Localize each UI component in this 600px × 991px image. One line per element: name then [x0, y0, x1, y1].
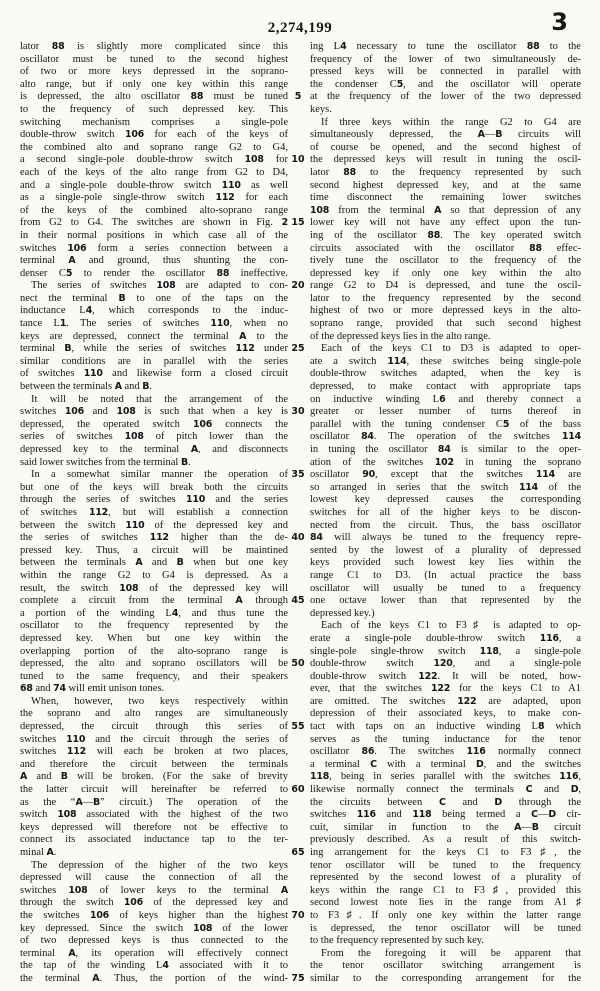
text-line: ever, that the switches 122 for the keys C1 to A1: [310, 683, 581, 695]
text-line: in their normal positions in which case all of the: [20, 229, 288, 241]
text-line: range C1 to D3. (In actual practice the bass: [310, 569, 581, 581]
text-line: lator 88 to the frequency represented by such: [310, 166, 581, 178]
text-line: each of the keys of the alto range from G2 to D4,: [20, 166, 288, 178]
text-line: switches 116 and 118 being termed a C—D cir-: [310, 809, 581, 821]
text-line: terminal B, while the series of switches 112 under: [20, 343, 288, 355]
text-line: oscillator to the frequency represented by the: [20, 620, 288, 632]
text-line: switches 106 and 108 is such that when a key is: [20, 406, 288, 418]
text-line: oscillator 84. The operation of the switches 114: [310, 431, 581, 443]
line-number: 20: [291, 280, 305, 292]
text-line: tenor oscillator will be tuned to the frequency: [310, 859, 581, 871]
text-line: switches for all of the higher keys to be discon-: [310, 506, 581, 518]
text-line: at the frequency of the lower of the two depressed: [310, 91, 581, 103]
text-line: single-pole single-throw switch 118, a single-pole: [310, 645, 581, 657]
text-line: oscillator must be tuned to the second highest: [20, 53, 288, 65]
text-line: lator 88 is slightly more complicated since this: [20, 41, 288, 52]
text-line: parallel with the tuning condenser C5 of the bass: [310, 418, 581, 430]
text-line: previously described. As a result of this switch-: [310, 834, 581, 846]
text-line: keys provided such lowest key lies within the: [310, 557, 581, 569]
text-line: a portion of the winding L4, and thus tune the: [20, 607, 288, 619]
text-line: between the terminals A and B.: [20, 381, 152, 393]
text-line: nected from the circuit. Thus, the bass oscillator: [310, 519, 581, 531]
text-line: depressed, the operated switch 106 connects the: [20, 418, 288, 430]
text-line: and a single-pole double-throw switch 110 as well: [20, 179, 288, 191]
line-number: 35: [291, 469, 305, 481]
line-number: 15: [291, 217, 305, 229]
text-line: result, the switch 108 of the depressed key will: [20, 582, 288, 594]
text-line: so arranged in series that the switch 114 of the: [310, 481, 581, 493]
text-line: as a single-pole single-throw switch 112 for each: [20, 192, 288, 204]
text-line: to the frequency of such depressed key. This: [20, 103, 288, 115]
text-line: simultaneously depressed, the A—B circuits will: [310, 129, 581, 141]
line-number: 65: [291, 847, 305, 859]
line-number: 75: [291, 973, 305, 985]
text-line: Each of the keys C1 to F3♯ is adapted to op-: [321, 620, 581, 632]
text-line: switching mechanism comprises a single-pole: [20, 116, 288, 128]
text-line: to the frequency represented by such key.: [310, 935, 484, 947]
text-line: keys are depressed, connect the terminal A to the: [20, 330, 288, 342]
text-line: depressed, to make contact with appropriate taps: [310, 381, 581, 393]
text-line: From the foregoing it will be apparent that: [321, 947, 581, 959]
text-line: depressed will cause the connection of all the: [20, 872, 288, 884]
text-line: second highest depressed key, and at the same: [310, 179, 581, 191]
text-line: ate a switch 114, these switches being single-pole: [310, 355, 581, 367]
text-line: oscillator 86. The switches 116 normally connect: [310, 746, 581, 758]
text-line: a terminal C with a terminal D, and the switches: [310, 758, 581, 770]
text-line: from G2 to G4. The switches are shown in Fig. 2: [20, 217, 288, 229]
text-line: tact with taps on an inductive winding L8 which: [310, 721, 581, 733]
line-number: 70: [291, 910, 305, 922]
text-line: said lower switches from the terminal B.: [20, 456, 191, 468]
text-line: circuits associated with the oscillator 88 effec-: [310, 242, 581, 254]
text-line: double-throw switch 120, and a single-pole: [310, 658, 581, 670]
text-line: depression of their associated keys, to make con-: [310, 708, 581, 720]
text-line: time disconnect the remaining lower switches: [310, 192, 581, 204]
text-line: range G2 to D4 is depressed, and tune the oscil-: [310, 280, 581, 292]
text-line: depressed, the circuit through this series of: [20, 721, 288, 733]
text-line: of switches 112, but will establish a connection: [20, 506, 288, 518]
text-line: the condenser C5, and the oscillator will operate: [310, 78, 581, 90]
text-line: oscillator 90, except that the switches 114 are: [310, 469, 581, 481]
text-line: greater or lesser number of turns thereof in: [310, 406, 581, 418]
text-line: is depressed, the tenor oscillator will be tuned: [310, 922, 581, 934]
text-line: between the terminals A and B when but one key: [20, 557, 288, 569]
text-line: through the switch 106 of the depressed key and: [20, 897, 288, 909]
line-number: 55: [291, 721, 305, 733]
text-line: ing of the oscillator 88. The key operated switch: [310, 229, 581, 241]
text-line: The depression of the higher of the two keys: [31, 859, 288, 871]
text-line: double-throw switch 106 for each of the keys of: [20, 129, 288, 141]
text-line: of course be opened, and the second highest of: [310, 141, 581, 153]
text-line: the tap of the winding L4 associated with it to: [20, 960, 288, 972]
text-line: oscillator will usually be tuned to a frequency: [310, 582, 581, 594]
text-line: the series of switches 112 higher than the de-: [20, 532, 288, 544]
text-line: complete a circuit from the terminal A through: [20, 595, 288, 607]
text-line: keys.: [310, 103, 332, 115]
text-line: lator to the frequency represented by the second: [310, 292, 581, 304]
line-number-gutter: [287, 41, 309, 991]
right-column: [310, 41, 581, 986]
text-line: tance L1. The series of switches 110, when no: [20, 318, 288, 330]
text-line: When, however, two keys respectively within: [31, 695, 288, 707]
text-line: on inductive winding L6 and thereby connect a: [310, 393, 581, 405]
text-line: 108 from the terminal A so that depression of any: [310, 204, 581, 216]
left-column: [20, 41, 288, 986]
text-line: double-throw switches adapted, when the key is: [310, 368, 581, 380]
text-line: overlapping portion of the alto-soprano range is: [20, 645, 288, 657]
text-line: the latter circuit will hereinafter be referred to: [20, 784, 288, 796]
text-line: of two depressed keys is thus connected to the: [20, 935, 288, 947]
text-line: depressed key to the terminal A, and disconnects: [20, 444, 288, 455]
text-line: ing L4 necessary to tune the oscillator 88 to the: [310, 41, 581, 52]
text-line: the switches 106 of keys higher than the highest: [20, 909, 288, 921]
text-line: are omitted. The switches 122 are adapted, upon: [310, 695, 581, 707]
line-number: 45: [291, 595, 305, 607]
text-line: but one of the keys will break both the circuits: [20, 481, 288, 493]
line-number: 50: [291, 658, 305, 670]
text-line: of two or more keys depressed in the soprano-: [20, 66, 288, 78]
text-line: pressed keys will be connected in parallel with: [310, 66, 581, 78]
text-line: similar to the corresponding arrangement for the: [310, 972, 581, 984]
text-line: soprano range, provided that such second highest: [310, 318, 581, 330]
text-line: series of switches 108 of pitch lower than the: [20, 431, 288, 443]
line-number: 10: [291, 154, 305, 166]
line-number: 40: [291, 532, 305, 544]
text-line: double-throw switch 122. It will be noted, how-: [310, 670, 581, 682]
text-line: the circuits between C and D through the: [310, 796, 581, 808]
text-line: the depressed keys will result in tuning the oscil-: [310, 154, 581, 166]
text-line: nect the terminal B to one of the taps on the: [20, 292, 288, 304]
text-line: likewise normally connect the terminals C and D,: [310, 784, 581, 796]
text-line: erate a single-pole double-throw switch 116, a: [310, 632, 581, 644]
text-line: the combined alto and soprano range G2 to G4,: [20, 141, 288, 153]
text-line: inductance L4, which corresponds to the induc-: [20, 305, 288, 317]
text-line: depressed key. When but one key within the: [20, 632, 288, 644]
text-line: A and B will be broken. (For the sake of brevity: [20, 771, 288, 783]
text-line: minal A.: [20, 847, 57, 858]
text-line: switch 108 associated with the highest of the two: [20, 809, 288, 821]
text-line: tively tune the oscillator to the frequency of the: [310, 255, 581, 267]
text-line: key depressed. Since the switch 108 of the lower: [20, 922, 288, 934]
text-line: depressed, the alto and soprano oscillators will be: [20, 658, 288, 670]
text-line: 118, being in series parallel with the switches 116,: [310, 771, 581, 783]
text-line: ation of the switches 102 in tuning the soprano: [310, 456, 581, 468]
text-line: within the range G2 to G4 is depressed. As a: [20, 569, 288, 581]
text-line: sented by the lowest of a plurality of depressed: [310, 544, 581, 556]
text-line: one octave lower than that represented by the: [310, 595, 581, 607]
text-line: connect its associated inductance tap to the ter-: [20, 834, 288, 846]
text-line: frequency of the lower of two simultaneously de-: [310, 53, 581, 65]
text-line: the terminal A. Thus, the portion of the wind-: [20, 972, 288, 984]
text-line: ing arrangement for the keys C1 to F3♯, the: [310, 847, 581, 858]
text-line: the tenor oscillator switching arrangement is: [310, 960, 581, 972]
patent-number: 2,274,199: [267, 20, 333, 36]
text-line: of the depressed keys lies in the alto range.: [310, 330, 491, 342]
text-line: depressed key if only one key within the alto: [310, 267, 581, 279]
text-line: terminal A and ground, thus shunting the con-: [20, 255, 288, 267]
line-number: 30: [291, 406, 305, 418]
text-line: depressed key.): [310, 607, 375, 619]
text-line: tuned to the same frequency, and their speakers: [20, 670, 288, 682]
text-line: cuit, similar in function to the A—B circuit: [310, 821, 581, 833]
text-line: the soprano and alto ranges are simultaneously: [20, 708, 288, 720]
text-line: switches 106 form a series connection between a: [20, 242, 288, 254]
text-line: switches 108 of lower keys to the terminal A: [20, 884, 288, 896]
text-line: represented by the second lowest of a plurality of: [310, 872, 581, 884]
text-line: 84 will always be tuned to the frequency repre-: [310, 532, 581, 544]
line-number: 25: [291, 343, 305, 355]
text-line: denser C5 to render the oscillator 88 ineffective.: [20, 267, 288, 279]
text-line: similar conditions are in parallel with the series: [20, 355, 288, 367]
text-line: of switches 110 and likewise form a closed circuit: [20, 368, 288, 380]
text-line: keys within the range C1 to F3♯, provided this: [310, 884, 581, 896]
text-line: switches 110 and the circuit through the series of: [20, 733, 288, 745]
text-line: terminal A, its operation will effectively connect: [20, 947, 288, 959]
text-line: in tuning the oscillator 84 is similar to the oper-: [310, 444, 581, 455]
text-line: highest of two or more depressed keys in the alto-: [310, 305, 581, 317]
text-line: lowest key depressed causes the corresponding: [310, 494, 581, 506]
text-line: keys depressed will therefore not be effective to: [20, 821, 288, 833]
text-line: switches 112 will each be broken at two places,: [20, 746, 288, 758]
text-line: and therefore the circuit between the terminals: [20, 758, 288, 770]
text-line: to F3♯. If only one key within the latter range: [310, 909, 581, 921]
text-line: as the “A—B” circuit.) The operation of the: [20, 796, 288, 808]
text-line: It will be noted that the arrangement of the: [31, 393, 288, 405]
text-line: is depressed, the alto oscillator 88 must be tuned: [20, 91, 288, 103]
text-line: alto range, but if only one key within this range: [20, 78, 288, 90]
text-line: serves as the tuning inductance for the tenor: [310, 733, 581, 745]
text-line: In a somewhat similar manner the operation of: [31, 469, 288, 481]
text-line: If three keys within the range G2 to G4 are: [321, 116, 581, 128]
text-line: second lowest note lies in the range from A1♯: [310, 897, 581, 909]
page-number: 3: [551, 8, 568, 36]
text-line: Each of the keys C1 to D3 is adapted to oper-: [321, 343, 581, 355]
line-number: 5: [294, 91, 302, 103]
text-line: a second single-pole double-throw switch 108 for: [20, 154, 288, 166]
text-line: 68 and 74 will emit unison tones.: [20, 683, 165, 695]
text-line: pressed key. Thus, a circuit will be maintined: [20, 544, 288, 556]
text-line: lower key will not have any effect upon the tun-: [310, 217, 581, 229]
text-line: of the keys of the combined alto-soprano range: [20, 204, 288, 216]
text-line: through the series of switches 110 and the series: [20, 494, 288, 506]
text-line: The series of switches 108 are adapted to con-: [31, 280, 288, 292]
line-number: 60: [291, 784, 305, 796]
text-line: between the switch 110 of the depressed key and: [20, 519, 288, 531]
